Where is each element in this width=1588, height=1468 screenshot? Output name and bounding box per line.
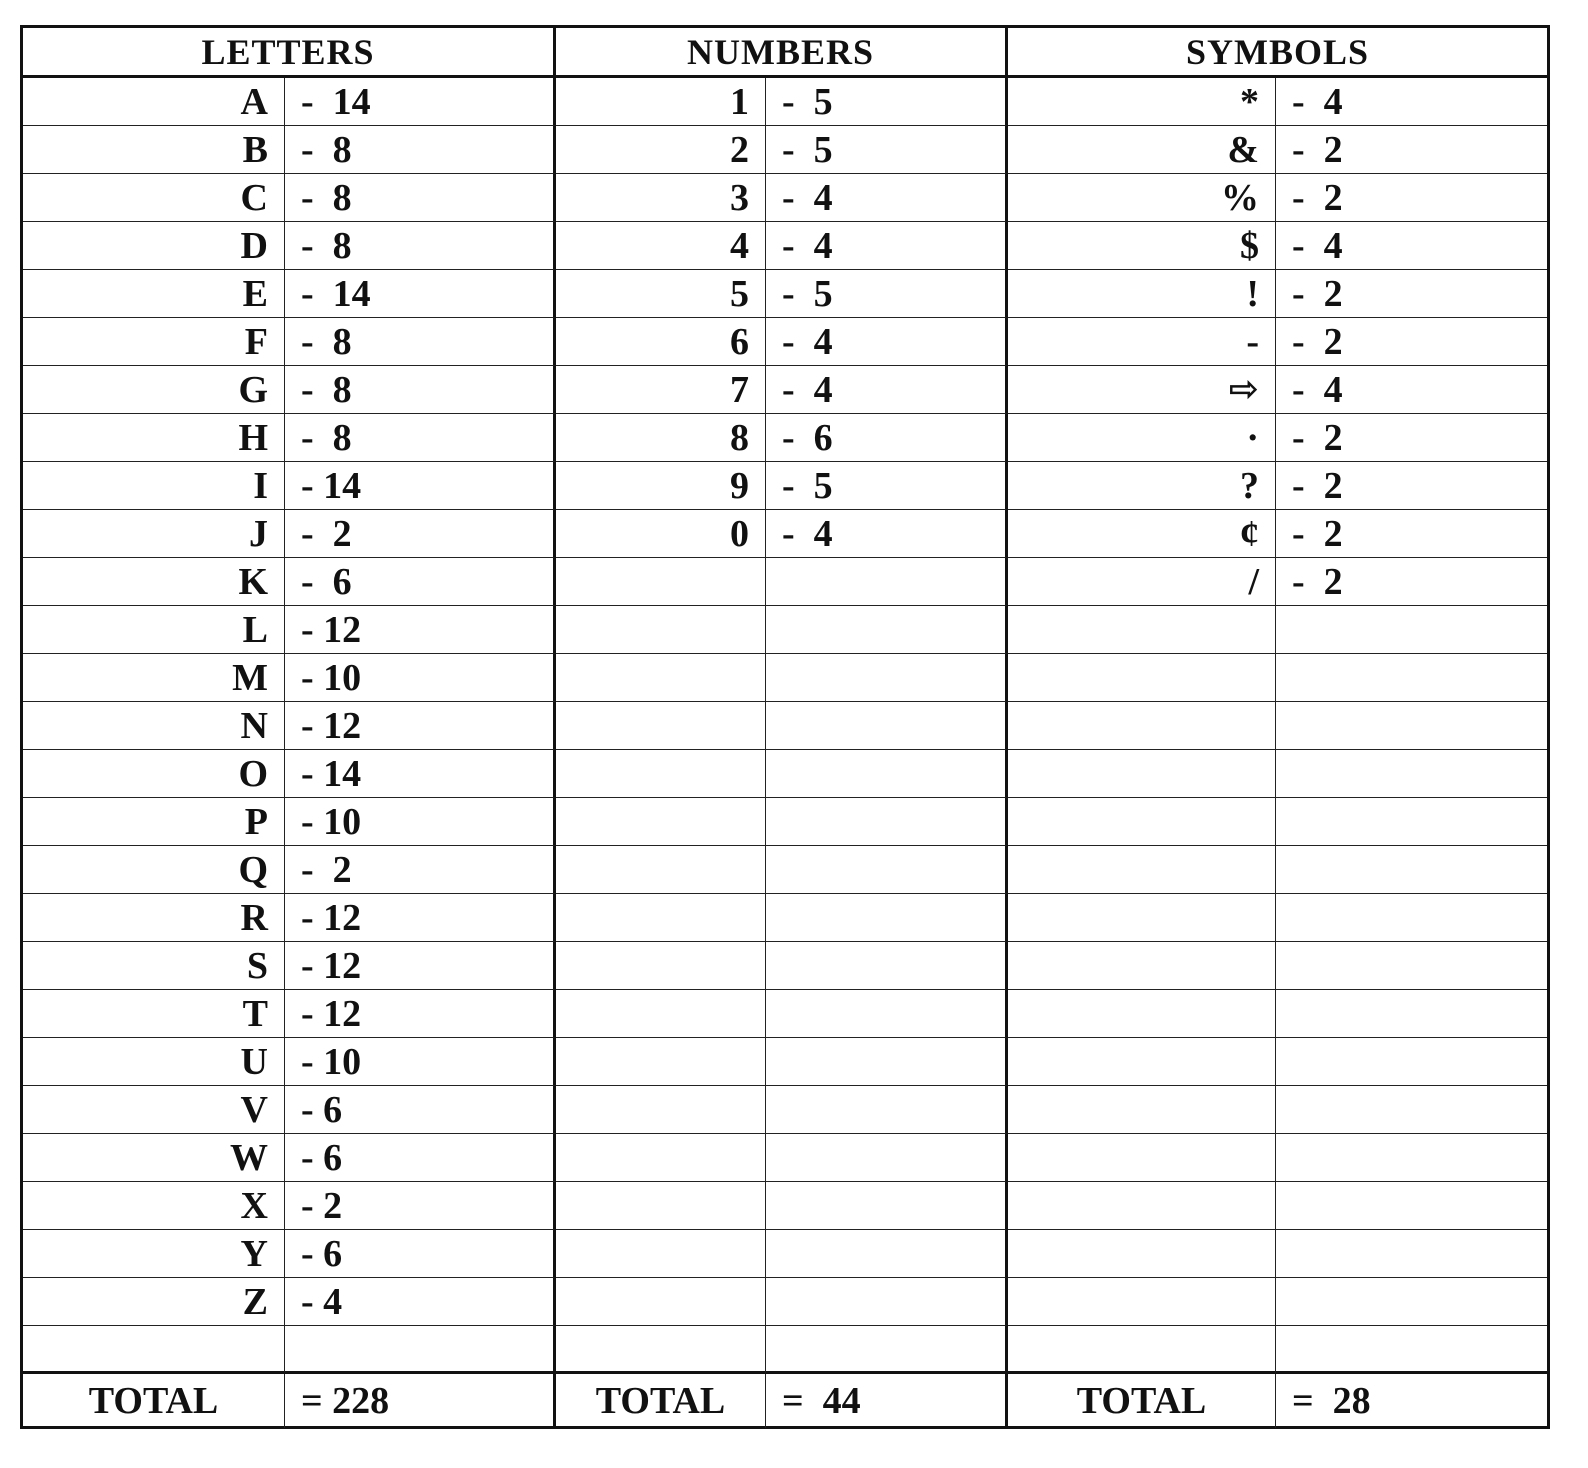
symbols-count-4: - 4 xyxy=(1276,222,1547,270)
letters-count-9: - 14 xyxy=(285,462,556,510)
numbers-count-3: - 4 xyxy=(766,174,1008,222)
character-count-sheet xyxy=(20,25,1550,1429)
numbers-empty-value-cell xyxy=(766,1134,1008,1182)
letters-key-11: K xyxy=(23,558,285,606)
letters-total-value: = 228 xyxy=(285,1374,556,1428)
numbers-empty-value-cell xyxy=(766,1038,1008,1086)
letters-count-16: - 10 xyxy=(285,798,556,846)
numbers-empty-value-cell xyxy=(766,558,1008,606)
letters-key-12: L xyxy=(23,606,285,654)
symbols-empty-key-cell xyxy=(1008,1086,1276,1134)
symbols-empty-key-cell xyxy=(1008,1326,1276,1374)
letters-key-22: V xyxy=(23,1086,285,1134)
symbols-key-11: / xyxy=(1008,558,1276,606)
symbols-empty-key-cell xyxy=(1008,846,1276,894)
letters-key-26: Z xyxy=(23,1278,285,1326)
letters-count-18: - 12 xyxy=(285,894,556,942)
numbers-key-3: 3 xyxy=(556,174,766,222)
symbols-empty-key-cell xyxy=(1008,1278,1276,1326)
letters-count-3: - 8 xyxy=(285,174,556,222)
numbers-empty-value-cell xyxy=(766,750,1008,798)
numbers-empty-value-cell xyxy=(766,894,1008,942)
symbols-count-10: - 2 xyxy=(1276,510,1547,558)
numbers-empty-value-cell xyxy=(766,1230,1008,1278)
letters-key-19: S xyxy=(23,942,285,990)
arrow-right-icon: ⇨ xyxy=(1008,366,1276,414)
letters-total-label: TOTAL xyxy=(23,1374,285,1428)
symbols-empty-key-cell xyxy=(1008,654,1276,702)
numbers-empty-value-cell xyxy=(766,1278,1008,1326)
letters-count-11: - 6 xyxy=(285,558,556,606)
letters-key-23: W xyxy=(23,1134,285,1182)
symbols-total-label: TOTAL xyxy=(1008,1374,1276,1428)
numbers-key-10: 0 xyxy=(556,510,766,558)
letters-key-15: O xyxy=(23,750,285,798)
symbols-count-5: - 2 xyxy=(1276,270,1547,318)
numbers-count-4: - 4 xyxy=(766,222,1008,270)
numbers-count-10: - 4 xyxy=(766,510,1008,558)
symbols-empty-value-cell xyxy=(1276,750,1547,798)
symbols-empty-key-cell xyxy=(1008,894,1276,942)
numbers-key-5: 5 xyxy=(556,270,766,318)
symbols-empty-value-cell xyxy=(1276,1038,1547,1086)
symbols-header: SYMBOLS xyxy=(1008,28,1547,78)
numbers-total-label: TOTAL xyxy=(556,1374,766,1428)
symbols-count-2: - 2 xyxy=(1276,126,1547,174)
symbols-key-3: % xyxy=(1008,174,1276,222)
symbols-key-4: $ xyxy=(1008,222,1276,270)
letters-count-15: - 14 xyxy=(285,750,556,798)
numbers-empty-key-cell xyxy=(556,942,766,990)
symbols-count-6: - 2 xyxy=(1276,318,1547,366)
numbers-key-8: 8 xyxy=(556,414,766,462)
numbers-empty-key-cell xyxy=(556,654,766,702)
letters-key-10: J xyxy=(23,510,285,558)
letters-count-24: - 2 xyxy=(285,1182,556,1230)
numbers-empty-value-cell xyxy=(766,846,1008,894)
numbers-count-5: - 5 xyxy=(766,270,1008,318)
symbols-count-11: - 2 xyxy=(1276,558,1547,606)
numbers-empty-key-cell xyxy=(556,798,766,846)
numbers-count-2: - 5 xyxy=(766,126,1008,174)
letters-count-8: - 8 xyxy=(285,414,556,462)
numbers-count-7: - 4 xyxy=(766,366,1008,414)
numbers-empty-key-cell xyxy=(556,1230,766,1278)
numbers-empty-key-cell xyxy=(556,846,766,894)
letters-count-2: - 8 xyxy=(285,126,556,174)
symbols-empty-value-cell xyxy=(1276,846,1547,894)
letters-count-7: - 8 xyxy=(285,366,556,414)
letters-count-23: - 6 xyxy=(285,1134,556,1182)
numbers-empty-key-cell xyxy=(556,750,766,798)
numbers-empty-key-cell xyxy=(556,1134,766,1182)
numbers-empty-value-cell xyxy=(766,1182,1008,1230)
numbers-empty-value-cell xyxy=(766,990,1008,1038)
numbers-count-9: - 5 xyxy=(766,462,1008,510)
symbols-empty-value-cell xyxy=(1276,1230,1547,1278)
letters-key-17: Q xyxy=(23,846,285,894)
symbols-count-7: - 4 xyxy=(1276,366,1547,414)
symbols-key-1: * xyxy=(1008,78,1276,126)
symbols-empty-key-cell xyxy=(1008,1038,1276,1086)
symbols-empty-value-cell xyxy=(1276,990,1547,1038)
numbers-empty-value-cell xyxy=(766,702,1008,750)
symbols-count-8: - 2 xyxy=(1276,414,1547,462)
numbers-empty-key-cell xyxy=(556,990,766,1038)
symbols-count-3: - 2 xyxy=(1276,174,1547,222)
numbers-total-value: = 44 xyxy=(766,1374,1008,1428)
symbols-empty-value-cell xyxy=(1276,702,1547,750)
letters-key-8: H xyxy=(23,414,285,462)
numbers-key-1: 1 xyxy=(556,78,766,126)
letters-count-13: - 10 xyxy=(285,654,556,702)
numbers-empty-value-cell xyxy=(766,1326,1008,1374)
numbers-empty-value-cell xyxy=(766,798,1008,846)
letters-key-20: T xyxy=(23,990,285,1038)
numbers-empty-value-cell xyxy=(766,606,1008,654)
letters-key-14: N xyxy=(23,702,285,750)
symbols-total-value: = 28 xyxy=(1292,1380,1371,1422)
symbols-empty-value-cell xyxy=(1276,1134,1547,1182)
symbols-empty-value-cell xyxy=(1276,654,1547,702)
numbers-empty-key-cell xyxy=(556,1038,766,1086)
numbers-empty-key-cell xyxy=(556,1326,766,1374)
letters-count-26: - 4 xyxy=(285,1278,556,1326)
symbols-empty-key-cell xyxy=(1008,702,1276,750)
numbers-empty-value-cell xyxy=(766,654,1008,702)
letters-key-5: E xyxy=(23,270,285,318)
numbers-key-7: 7 xyxy=(556,366,766,414)
symbols-empty-value-cell xyxy=(1276,798,1547,846)
letters-key-7: G xyxy=(23,366,285,414)
symbols-empty-value-cell xyxy=(1276,606,1547,654)
symbols-empty-value-cell xyxy=(1276,1278,1547,1326)
letters-count-6: - 8 xyxy=(285,318,556,366)
numbers-empty-key-cell xyxy=(556,558,766,606)
numbers-empty-key-cell xyxy=(556,606,766,654)
letters-key-1: A xyxy=(23,78,285,126)
letters-key-13: M xyxy=(23,654,285,702)
numbers-empty-key-cell xyxy=(556,1278,766,1326)
letters-key-16: P xyxy=(23,798,285,846)
numbers-empty-key-cell xyxy=(556,702,766,750)
letters-count-5: - 14 xyxy=(285,270,556,318)
symbols-count-1: - 4 xyxy=(1276,78,1547,126)
letters-count-10: - 2 xyxy=(285,510,556,558)
symbols-empty-key-cell xyxy=(1008,750,1276,798)
letters-empty-value-cell xyxy=(285,1326,556,1374)
symbols-key-10: ¢ xyxy=(1008,510,1276,558)
symbols-empty-key-cell xyxy=(1008,1134,1276,1182)
symbols-empty-value-cell xyxy=(1276,1326,1547,1374)
numbers-count-6: - 4 xyxy=(766,318,1008,366)
letters-count-12: - 12 xyxy=(285,606,556,654)
numbers-key-4: 4 xyxy=(556,222,766,270)
letters-count-14: - 12 xyxy=(285,702,556,750)
symbols-key-9: ? xyxy=(1008,462,1276,510)
letters-empty-key-cell xyxy=(23,1326,285,1374)
symbols-key-6: - xyxy=(1008,318,1276,366)
symbols-empty-key-cell xyxy=(1008,942,1276,990)
symbols-empty-value-cell xyxy=(1276,1086,1547,1134)
letters-header: LETTERS xyxy=(23,28,556,78)
symbols-empty-key-cell xyxy=(1008,798,1276,846)
symbols-key-2: & xyxy=(1008,126,1276,174)
letters-key-21: U xyxy=(23,1038,285,1086)
letters-count-4: - 8 xyxy=(285,222,556,270)
numbers-empty-key-cell xyxy=(556,894,766,942)
symbols-empty-key-cell xyxy=(1008,990,1276,1038)
letters-count-17: - 2 xyxy=(285,846,556,894)
character-count-table xyxy=(20,25,1550,1429)
symbols-empty-value-cell xyxy=(1276,942,1547,990)
symbols-empty-value-cell xyxy=(1276,1182,1547,1230)
numbers-key-2: 2 xyxy=(556,126,766,174)
letters-count-20: - 12 xyxy=(285,990,556,1038)
letters-key-9: I xyxy=(23,462,285,510)
letters-key-18: R xyxy=(23,894,285,942)
numbers-key-9: 9 xyxy=(556,462,766,510)
letters-key-2: B xyxy=(23,126,285,174)
letters-key-24: X xyxy=(23,1182,285,1230)
numbers-key-6: 6 xyxy=(556,318,766,366)
letters-key-25: Y xyxy=(23,1230,285,1278)
numbers-count-8: - 6 xyxy=(766,414,1008,462)
letters-key-4: D xyxy=(23,222,285,270)
numbers-empty-key-cell xyxy=(556,1086,766,1134)
numbers-header: NUMBERS xyxy=(556,28,1008,78)
letters-count-1: - 14 xyxy=(285,78,556,126)
symbols-empty-value-cell xyxy=(1276,894,1547,942)
numbers-empty-value-cell xyxy=(766,942,1008,990)
numbers-empty-key-cell xyxy=(556,1182,766,1230)
letters-count-21: - 10 xyxy=(285,1038,556,1086)
numbers-count-1: - 5 xyxy=(766,78,1008,126)
letters-count-19: - 12 xyxy=(285,942,556,990)
letters-count-22: - 6 xyxy=(285,1086,556,1134)
symbols-count-9: - 2 xyxy=(1276,462,1547,510)
symbols-empty-key-cell xyxy=(1008,606,1276,654)
letters-count-25: - 6 xyxy=(285,1230,556,1278)
symbols-key-5: ! xyxy=(1008,270,1276,318)
symbols-key-8: · xyxy=(1008,414,1276,462)
symbols-empty-key-cell xyxy=(1008,1230,1276,1278)
symbols-empty-key-cell xyxy=(1008,1182,1276,1230)
letters-key-3: C xyxy=(23,174,285,222)
letters-key-6: F xyxy=(23,318,285,366)
numbers-empty-value-cell xyxy=(766,1086,1008,1134)
